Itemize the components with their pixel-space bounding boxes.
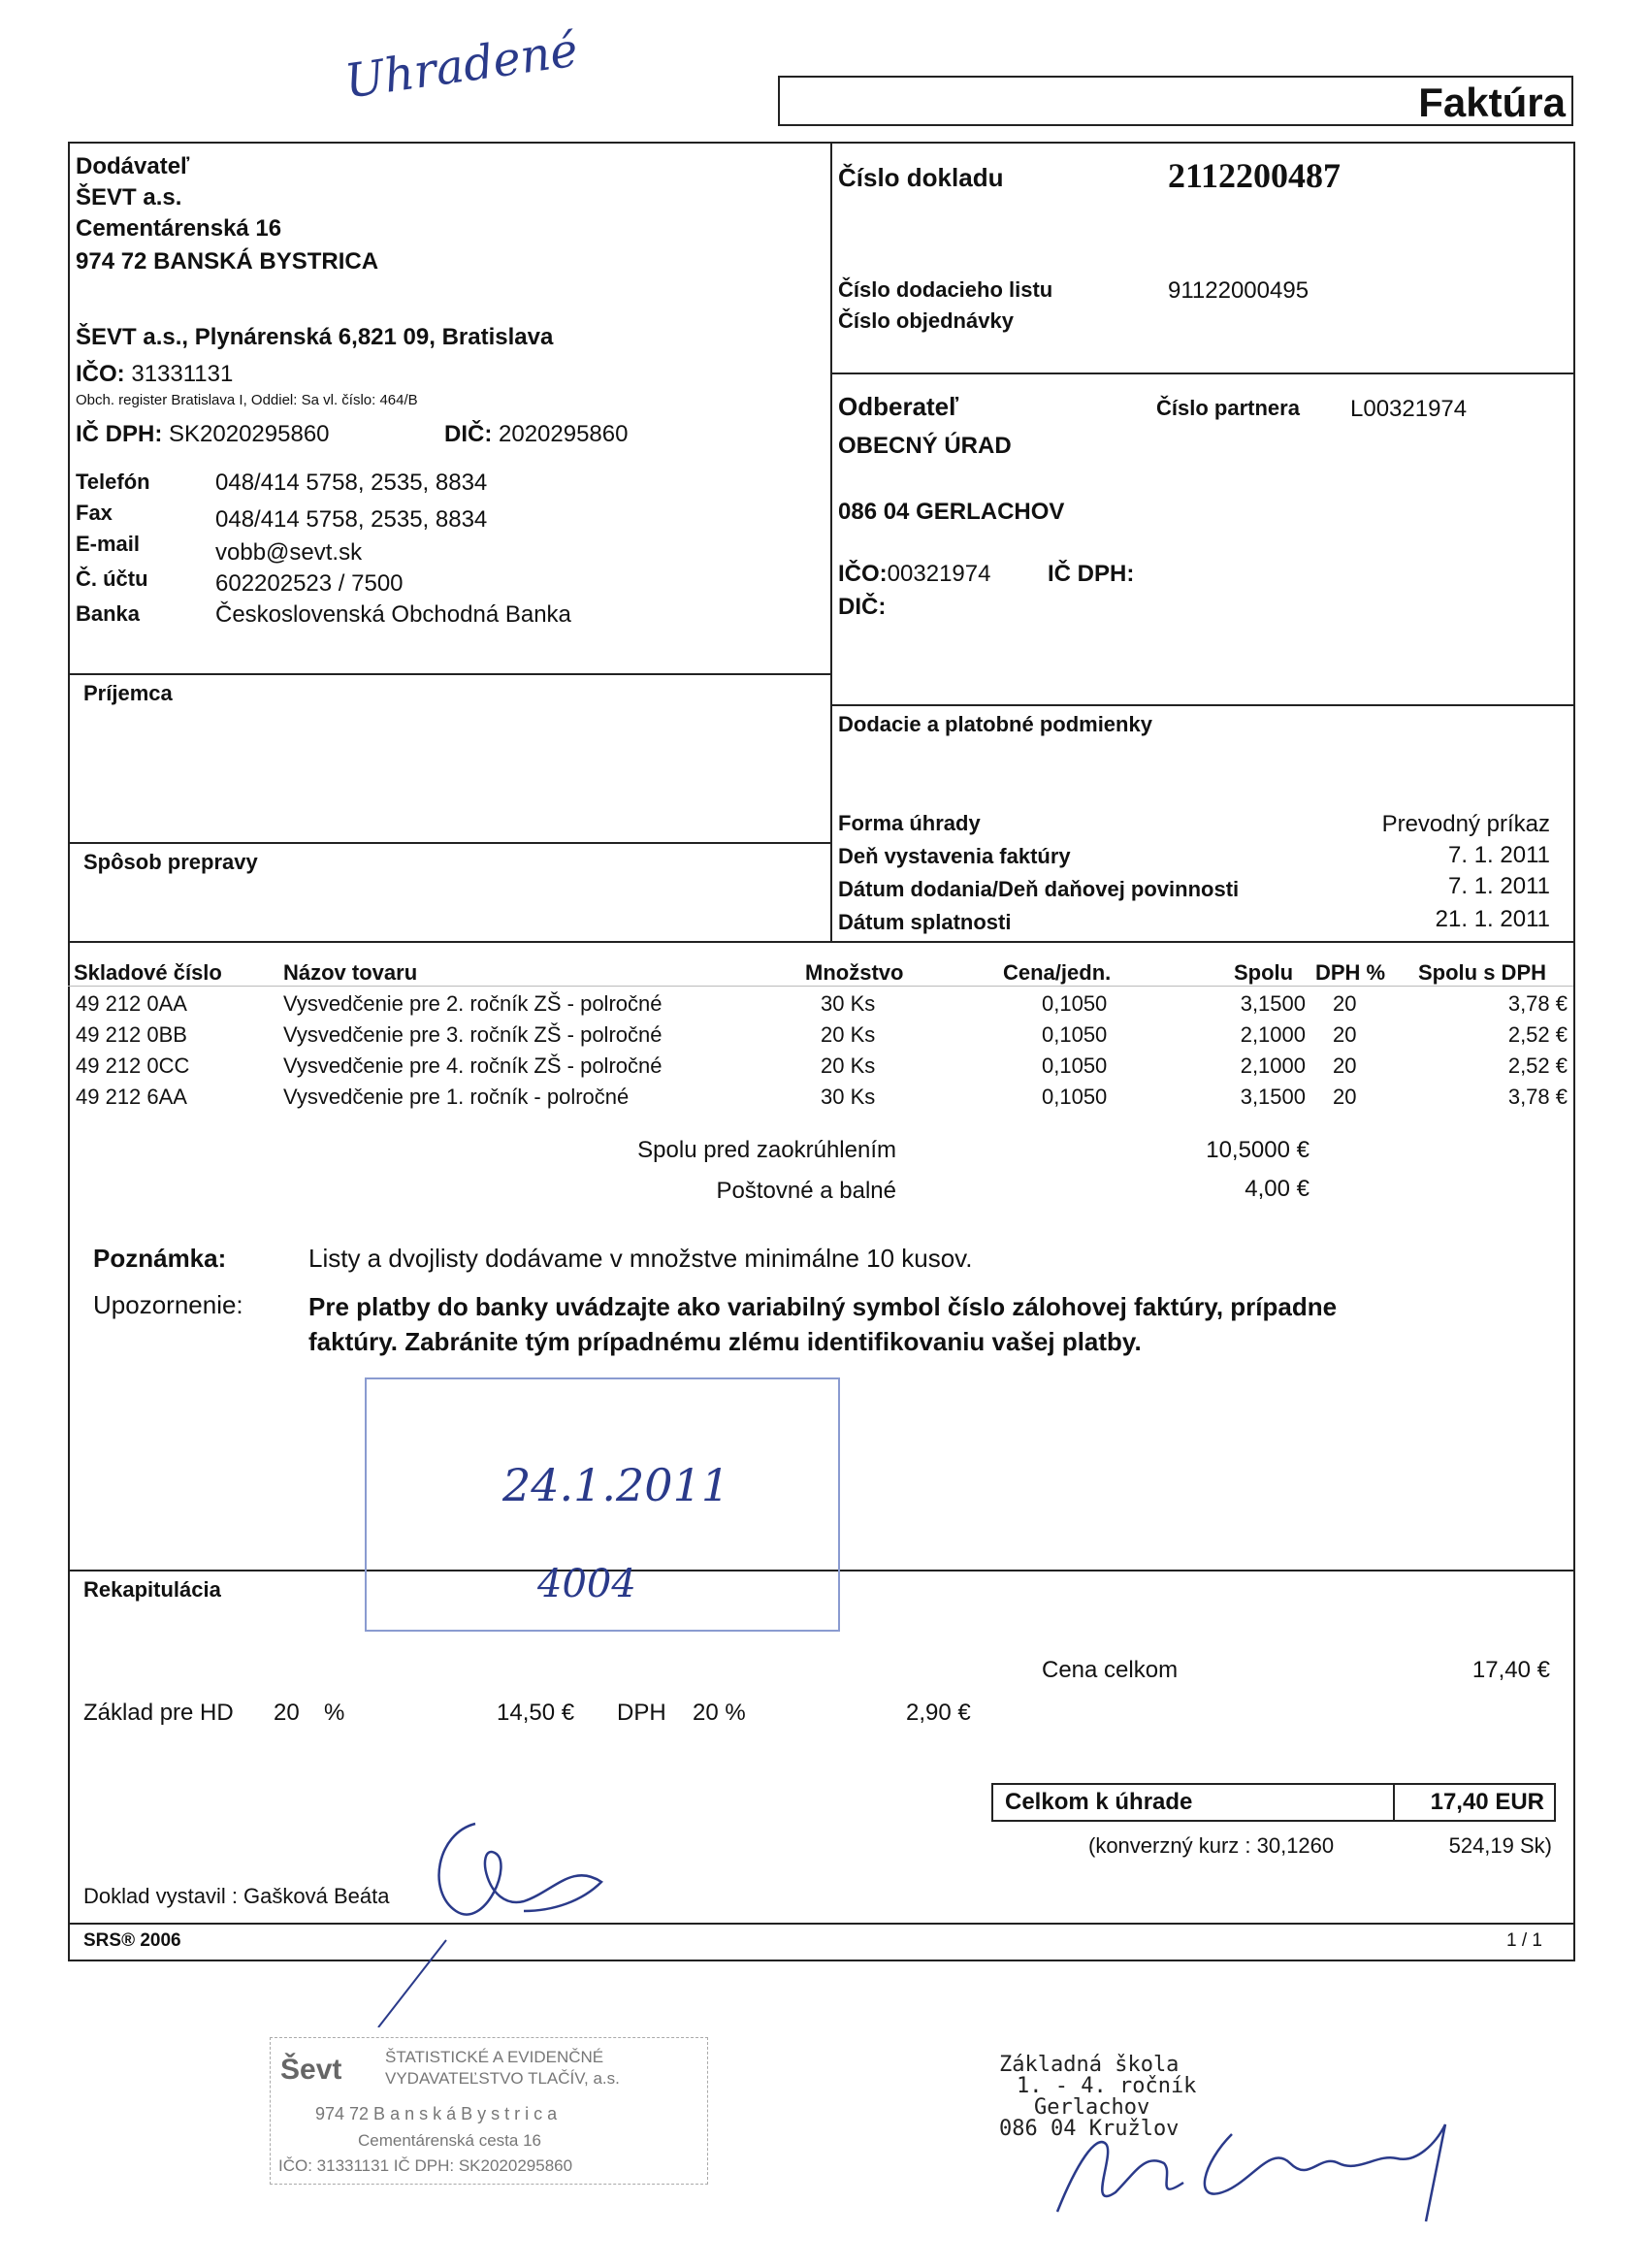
- subtotal-value: 10,5000 €: [1206, 1137, 1310, 1163]
- row-2-vat: 20: [1333, 1022, 1357, 1047]
- fax-value: 048/414 5758, 2535, 8834: [215, 506, 488, 533]
- customer-ico: [838, 561, 990, 588]
- row-4-total-vat: 3,78 €: [1507, 1085, 1568, 1109]
- customer-city: 086 04 GERLACHOV: [838, 499, 1065, 525]
- invoice-frame: [68, 142, 1575, 1961]
- transport-label: Spôsob prepravy: [83, 850, 258, 874]
- row-4-total: 3,1500: [1240, 1085, 1306, 1109]
- base-rate: 20: [274, 1700, 300, 1726]
- phone-label: Telefón: [76, 470, 150, 494]
- delivery-date-value: 7. 1. 2011: [1448, 873, 1550, 899]
- delivery-note-label: Číslo dodacieho listu: [838, 277, 1053, 302]
- postage-label: Poštovné a balné: [716, 1178, 896, 1204]
- account-value: 602202523 / 7500: [215, 570, 404, 597]
- customer-ico-label: IČO:: [838, 561, 888, 587]
- footer-right: 1 / 1: [1506, 1930, 1542, 1951]
- handwritten-paid-note: Uhradené: [341, 22, 582, 110]
- customer-ico-value: 00321974: [887, 561, 991, 587]
- customer-label: Odberateľ: [838, 392, 959, 421]
- row-3-name: Vysvedčenie pre 4. ročník ZŠ - polročné: [283, 1053, 663, 1078]
- invoice-title: Faktúra: [1418, 80, 1566, 125]
- row-2-qty: 20 Ks: [821, 1022, 876, 1047]
- supplier-branch: ŠEVT a.s., Plynárenská 6,821 09, Bratislava: [76, 324, 554, 350]
- vat-value: 2,90 €: [906, 1700, 971, 1726]
- supplier-name: ŠEVT a.s.: [76, 184, 182, 211]
- payment-form-label: Forma úhrady: [838, 811, 981, 835]
- supplier-stamp-line-4: Cementárenská cesta 16: [358, 2131, 541, 2150]
- row-3-sku: 49 212 0CC: [76, 1053, 190, 1078]
- row-4-unit: 0,1050: [1042, 1085, 1108, 1109]
- partner-value: L00321974: [1350, 396, 1468, 422]
- partner-label: Číslo partnera: [1156, 396, 1300, 420]
- doc-number-label: Číslo dokladu: [838, 163, 1004, 192]
- bank-label: Banka: [76, 601, 141, 626]
- supplier-stamp-line-1: ŠTATISTICKÉ A EVIDENČNÉ: [385, 2048, 604, 2066]
- col-header-qty: Množstvo: [805, 960, 904, 985]
- conversion-rate: (konverzný kurz : 30,1260: [1088, 1833, 1335, 1858]
- col-header-vat: DPH %: [1315, 960, 1386, 985]
- warning-line-2: faktúry. Zabránite tým prípadnému zlému identifikovaniu vašej platby.: [308, 1327, 1142, 1356]
- issued-by: Doklad vystavil : Gašková Beáta: [83, 1884, 390, 1908]
- issue-date-value: 7. 1. 2011: [1448, 842, 1550, 868]
- total-due-label: Celkom k úhrade: [1005, 1789, 1193, 1815]
- row-2-sku: 49 212 0BB: [76, 1022, 187, 1047]
- received-stamp-box: [365, 1377, 840, 1632]
- email-label: E-mail: [76, 532, 141, 556]
- col-header-total-vat: Spolu s DPH: [1418, 960, 1547, 985]
- row-3-qty: 20 Ks: [821, 1053, 876, 1078]
- fax-label: Fax: [76, 501, 113, 525]
- school-signature: [1028, 2076, 1474, 2231]
- supplier-ico: [76, 361, 233, 388]
- footer-left: SRS® 2006: [83, 1930, 181, 1951]
- row-1-unit: 0,1050: [1042, 991, 1108, 1016]
- school-stamp-line-1: Základná škola: [999, 2053, 1180, 2077]
- supplier-city: 974 72 BANSKÁ BYSTRICA: [76, 248, 379, 275]
- row-1-sku: 49 212 0AA: [76, 991, 187, 1016]
- supplier-dic-label: DIČ:: [444, 421, 493, 447]
- row-2-total-vat: 2,52 €: [1507, 1022, 1568, 1047]
- school-stamp-line-3: Gerlachov: [1034, 2095, 1150, 2120]
- customer-dic-label: DIČ:: [838, 594, 887, 620]
- phone-value: 048/414 5758, 2535, 8834: [215, 470, 488, 496]
- row-2-total: 2,1000: [1240, 1022, 1306, 1047]
- row-2-unit: 0,1050: [1042, 1022, 1108, 1047]
- order-label: Číslo objednávky: [838, 308, 1014, 333]
- row-3-total: 2,1000: [1240, 1053, 1306, 1078]
- row-4-sku: 49 212 6AA: [76, 1085, 187, 1109]
- account-label: Č. účtu: [76, 567, 148, 591]
- postage-value: 4,00 €: [1245, 1176, 1310, 1202]
- bank-value: Československá Obchodná Banka: [215, 601, 571, 628]
- row-3-vat: 20: [1333, 1053, 1357, 1078]
- issue-date-label: Deň vystavenia faktúry: [838, 844, 1071, 868]
- email-value: vobb@sevt.sk: [215, 539, 363, 566]
- note-label: Poznámka:: [93, 1244, 227, 1273]
- row-2-name: Vysvedčenie pre 3. ročník ZŠ - polročné: [283, 1022, 663, 1047]
- row-1-total: 3,1500: [1240, 991, 1306, 1016]
- supplier-street: Cementárenská 16: [76, 215, 282, 242]
- due-date-value: 21. 1. 2011: [1435, 906, 1550, 932]
- supplier-stamp-line-3: 974 72 B a n s k á B y s t r i c a: [315, 2104, 558, 2123]
- row-4-qty: 30 Ks: [821, 1085, 876, 1109]
- warning-line-1: Pre platby do banky uvádzajte ako variabilný symbol číslo zálohovej faktúry, prípadne: [308, 1292, 1338, 1321]
- supplier-stamp: [270, 2037, 708, 2185]
- handwritten-number: 4004: [537, 1562, 636, 1606]
- note-text: Listy a dvojlisty dodávame v množstve minimálne 10 kusov.: [308, 1244, 973, 1273]
- col-header-sku: Skladové číslo: [74, 960, 222, 985]
- vat-label: DPH: [617, 1700, 666, 1726]
- handwritten-date: 24.1.2011: [502, 1459, 730, 1511]
- col-header-unit-price: Cena/jedn.: [1003, 960, 1112, 985]
- base-value: 14,50 €: [497, 1700, 575, 1726]
- supplier-stamp-line-2: VYDAVATEĽSTVO TLAČÍV, a.s.: [385, 2069, 620, 2088]
- warning-label: Upozornenie:: [93, 1290, 243, 1319]
- issuer-signature: [369, 1804, 621, 2027]
- total-due-box: [991, 1783, 1556, 1822]
- total-price-label: Cena celkom: [1042, 1657, 1179, 1683]
- delivery-note-value: 91122000495: [1168, 277, 1310, 304]
- supplier-dic-value: 2020295860: [499, 421, 629, 447]
- doc-number: 2112200487: [1168, 156, 1342, 195]
- col-header-name: Názov tovaru: [283, 960, 418, 985]
- supplier-stamp-logo: Ševt: [280, 2054, 342, 2086]
- recipient-label: Príjemca: [83, 681, 173, 705]
- col-header-total: Spolu: [1234, 960, 1294, 985]
- row-1-qty: 30 Ks: [821, 991, 876, 1016]
- row-1-vat: 20: [1333, 991, 1357, 1016]
- conversion-sk: 524,19 Sk): [1448, 1833, 1552, 1858]
- supplier-icdph: [76, 421, 330, 448]
- row-3-unit: 0,1050: [1042, 1053, 1108, 1078]
- row-4-vat: 20: [1333, 1085, 1357, 1109]
- total-price-value: 17,40 €: [1471, 1657, 1550, 1683]
- customer-name: OBECNÝ ÚRAD: [838, 433, 1012, 459]
- supplier-icdph-value: SK2020295860: [169, 421, 330, 447]
- base-pct: %: [324, 1700, 345, 1726]
- base-label: Základ pre HD: [83, 1700, 234, 1726]
- payment-form-value: Prevodný príkaz: [1381, 811, 1550, 837]
- supplier-label: Dodávateľ: [76, 153, 190, 179]
- school-stamp-line-4: 086 04 Kružlov: [999, 2117, 1180, 2141]
- supplier-register: Obch. register Bratislava I, Oddiel: Sa vl. číslo: 464/B: [76, 392, 418, 408]
- row-1-total-vat: 3,78 €: [1507, 991, 1568, 1016]
- customer-icdph-label: IČ DPH:: [1048, 561, 1135, 587]
- title-box: [778, 76, 1573, 126]
- vat-rate: 20 %: [693, 1700, 746, 1726]
- subtotal-label: Spolu pred zaokrúhlením: [637, 1137, 896, 1163]
- terms-label: Dodacie a platobné podmienky: [838, 712, 1152, 736]
- row-4-name: Vysvedčenie pre 1. ročník - polročné: [283, 1085, 630, 1109]
- supplier-ico-label: IČO:: [76, 361, 125, 387]
- supplier-icdph-label: IČ DPH:: [76, 421, 163, 447]
- school-stamp-line-2: 1. - 4. ročník: [1017, 2074, 1197, 2098]
- delivery-date-label: Dátum dodania/Deň daňovej povinnosti: [838, 877, 1240, 901]
- recap-label: Rekapitulácia: [83, 1577, 221, 1602]
- supplier-ico-value: 31331131: [131, 361, 234, 387]
- row-3-total-vat: 2,52 €: [1507, 1053, 1568, 1078]
- supplier-stamp-line-5: IČO: 31331131 IČ DPH: SK2020295860: [278, 2156, 573, 2175]
- due-date-label: Dátum splatnosti: [838, 910, 1012, 934]
- total-due-value: 17,40 EUR: [1430, 1789, 1544, 1815]
- supplier-dic: [444, 421, 628, 448]
- row-1-name: Vysvedčenie pre 2. ročník ZŠ - polročné: [283, 991, 663, 1016]
